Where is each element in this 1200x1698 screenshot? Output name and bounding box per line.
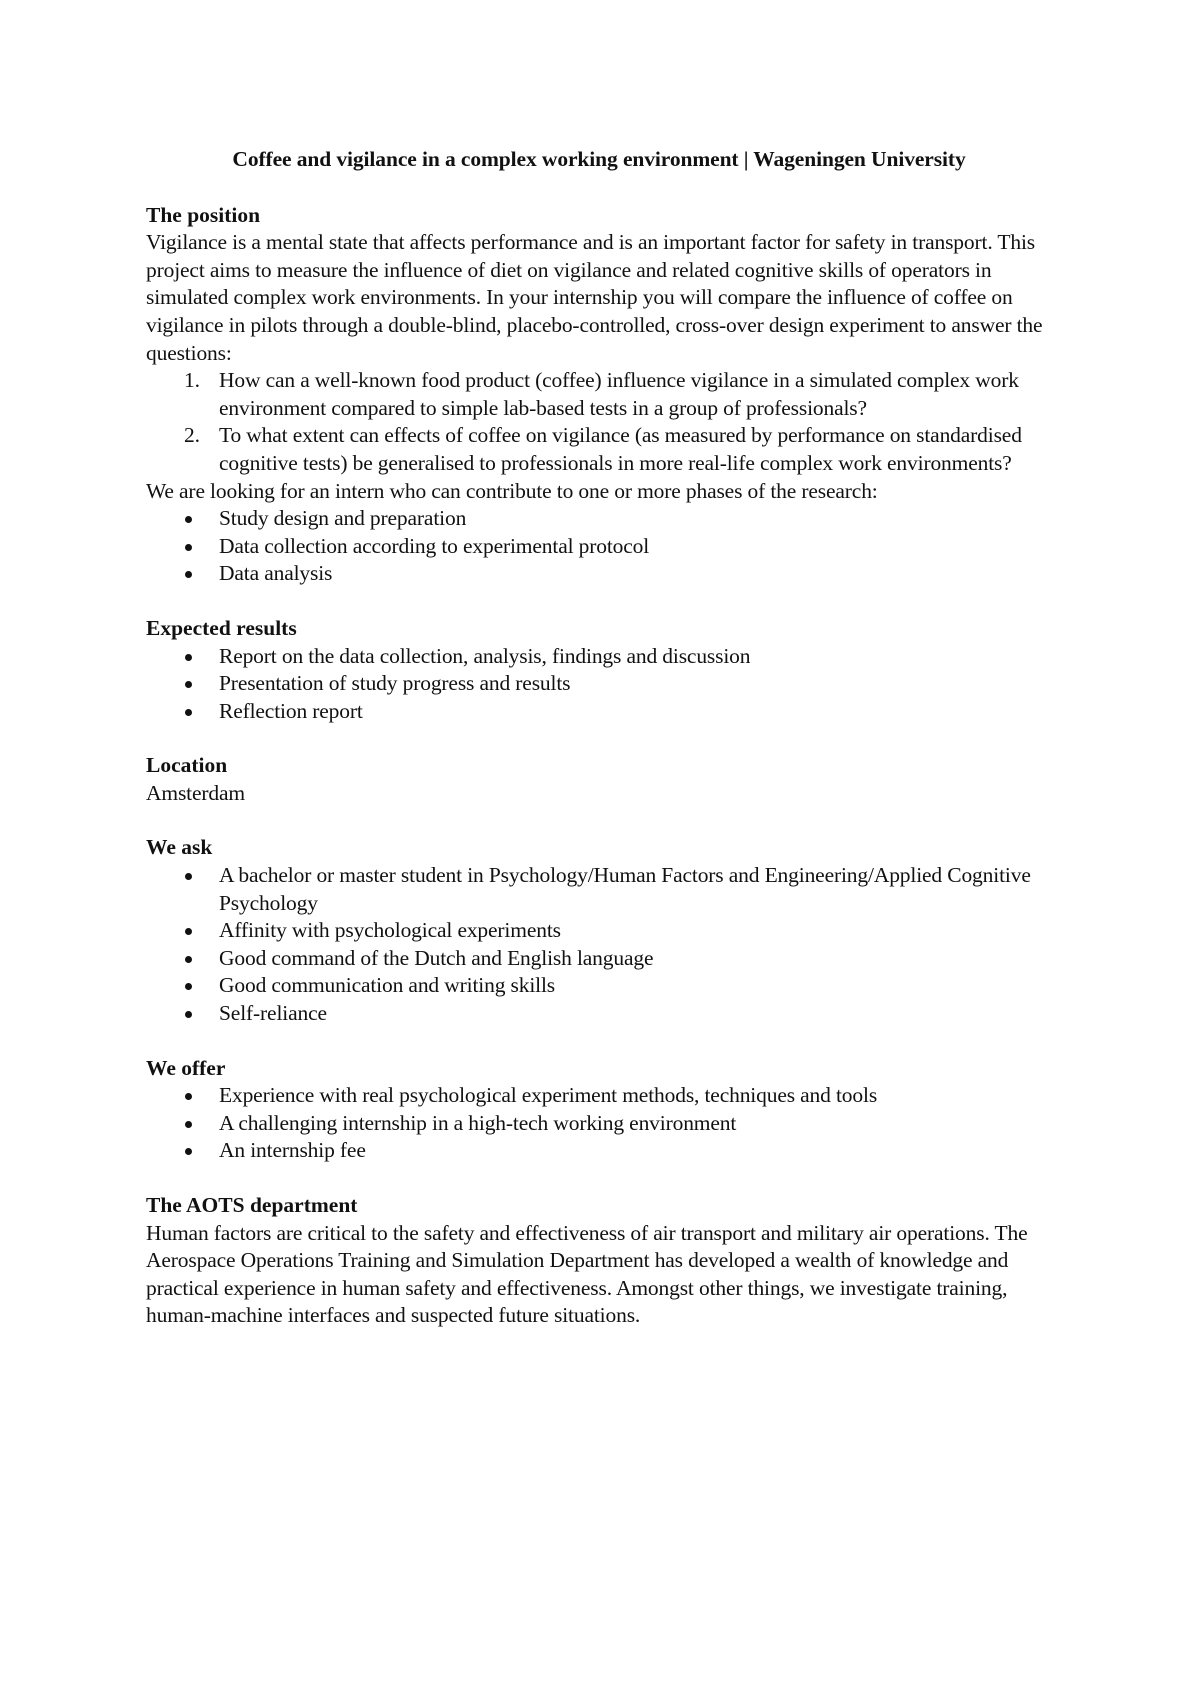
bullet-icon (185, 1011, 192, 1018)
list-item (146, 945, 1066, 973)
list-item (146, 505, 1066, 533)
bullet-icon (185, 709, 192, 716)
looking-for-text: We are looking for an intern who can contribute to one or more phases of the research: (146, 478, 878, 503)
bullet-icon (185, 1121, 192, 1128)
position-heading: The position (146, 202, 261, 227)
list-item (146, 1137, 1066, 1165)
bullet-icon (185, 928, 192, 935)
position-intro: Vigilance is a mental state that affects performance and is an important factor for safety in transport. This project aims to measure the influence of diet on vigilance and related cognitive skills of operators in simulated complex work environments. In your internship you will compare the influence of coffee on vigilance in pilots through a double-blind, placebo-controlled, cross-over design experiment to answer the questions: (146, 230, 1043, 365)
we-offer-heading: We offer (146, 1055, 226, 1080)
list-item (146, 862, 1066, 917)
bullet-icon (185, 1148, 192, 1155)
spacer (146, 1165, 1066, 1192)
list-item (146, 1000, 1066, 1028)
list-item-text: Good command of the Dutch and English language (219, 945, 654, 970)
list-item-text: Good communication and writing skills (219, 973, 556, 998)
bullet-icon (185, 1093, 192, 1100)
bullet-icon (185, 516, 192, 523)
list-item (146, 698, 1066, 726)
list-item (146, 1082, 1066, 1110)
list-item-text: Presentation of study progress and results (219, 671, 571, 696)
list-item-text: Affinity with psychological experiments (219, 918, 561, 943)
list-item (146, 560, 1066, 588)
phases-list (146, 505, 1066, 588)
question-item (146, 367, 1066, 422)
expected-results-heading: Expected results (146, 615, 297, 640)
list-item (146, 917, 1066, 945)
location-heading: Location (146, 753, 228, 778)
spacer (146, 1028, 1066, 1055)
document-title: Coffee and vigilance in a complex working environment | Wageningen University (232, 147, 966, 171)
bullet-icon (185, 544, 192, 551)
question-number: 1. (184, 368, 200, 393)
list-item-text: Study design and preparation (219, 506, 467, 531)
department-text: Human factors are critical to the safety and effectiveness of air transport and military air operations. The Aerospace Operations Training and Simulation Department has developed a wealth of knowledge and practical experience in human safety and effectiveness. Amongst other things, we investigate training, human-machine interfaces and suspected future situations. (146, 1220, 1028, 1328)
list-item-text: Self-reliance (219, 1001, 327, 1026)
spacer (146, 725, 1066, 752)
we-offer-list (146, 1082, 1066, 1165)
list-item (146, 533, 1066, 561)
we-ask-heading: We ask (146, 835, 213, 860)
list-item (146, 972, 1066, 1000)
question-item (146, 422, 1066, 477)
bullet-icon (185, 681, 192, 688)
list-item (146, 670, 1066, 698)
location-value: Amsterdam (146, 780, 245, 805)
expected-results-list (146, 643, 1066, 726)
bullet-icon (185, 983, 192, 990)
list-item-text: Data collection according to experimental protocol (219, 533, 650, 558)
bullet-icon (185, 654, 192, 661)
question-number: 2. (184, 423, 200, 448)
department-heading: The AOTS department (146, 1193, 358, 1217)
bullet-icon (185, 873, 192, 880)
list-item-text: Experience with real psychological experiment methods, techniques and tools (219, 1083, 878, 1108)
bullet-icon (185, 956, 192, 963)
spacer (146, 174, 1066, 202)
bullet-icon (185, 571, 192, 578)
list-item (146, 643, 1066, 671)
question-text: How can a well-known food product (coffee) influence vigilance in a simulated complex work environment compared to simple lab-based tests in a group of professionals? (219, 368, 1019, 420)
question-text: To what extent can effects of coffee on vigilance (as measured by performance on standardised cognitive tests) be generalised to professionals in more real-life complex work environments? (219, 423, 1022, 475)
we-ask-list (146, 862, 1066, 1028)
list-item (146, 1110, 1066, 1138)
list-item-text: A challenging internship in a high-tech working environment (219, 1110, 737, 1135)
list-item-text: An internship fee (219, 1138, 366, 1163)
list-item-text: Report on the data collection, analysis, findings and discussion (219, 643, 751, 668)
document-page (146, 136, 1066, 1330)
questions-list (146, 367, 1066, 477)
list-item-text: A bachelor or master student in Psychology/Human Factors and Engineering/Applied Cognitive Psychology (219, 863, 1031, 915)
list-item-text: Reflection report (219, 698, 363, 723)
spacer (146, 807, 1066, 834)
spacer (146, 588, 1066, 615)
list-item-text: Data analysis (219, 561, 333, 586)
